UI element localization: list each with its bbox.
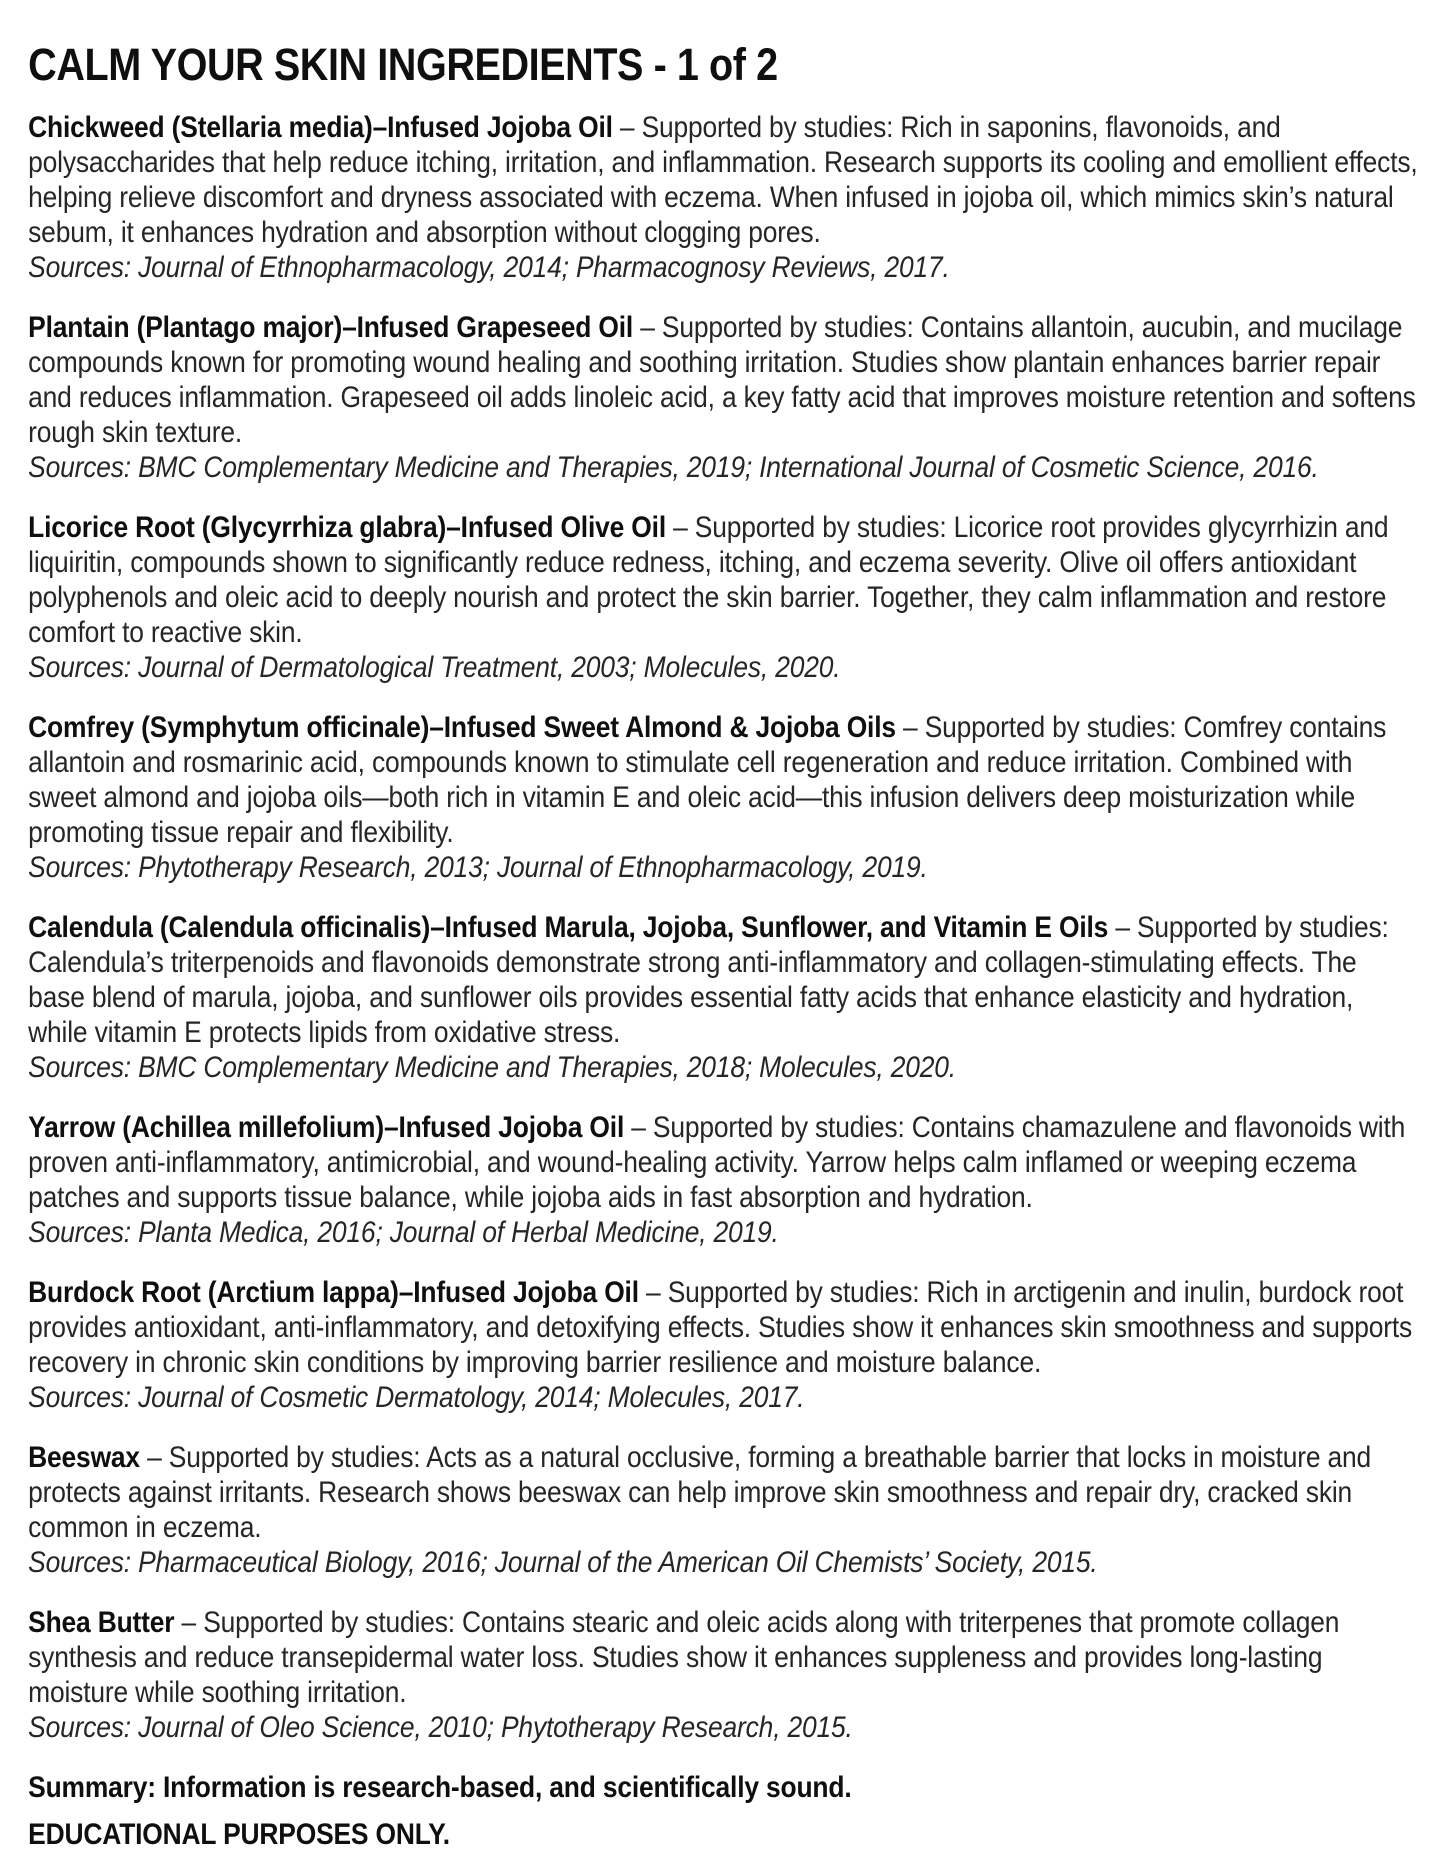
ingredient-section-burdock-root — [28, 1275, 1418, 1415]
ingredient-paragraph — [28, 1605, 1418, 1710]
ingredient-name: Beeswax — [28, 1441, 140, 1474]
ingredient-paragraph — [28, 910, 1418, 1050]
ingredient-name: Shea Butter — [28, 1606, 175, 1639]
ingredient-description: – Supported by studies: Acts as a natural occlusive, forming a breathable barrier that locks in moisture and protects against irritants. Research shows beeswax can help improve skin smoothness and repair dry, cracked skin common in eczema. — [28, 1441, 1372, 1544]
ingredient-name: Chickweed (Stellaria media)–Infused Jojoba Oil — [28, 111, 613, 144]
ingredient-section-beeswax — [28, 1440, 1418, 1580]
ingredient-sources: Sources: Journal of Ethnopharmacology, 2014; Pharmacognosy Reviews, 2017. — [28, 251, 950, 284]
ingredient-paragraph — [28, 1275, 1418, 1380]
ingredient-paragraph — [28, 110, 1418, 250]
page-title: CALM YOUR SKIN INGREDIENTS - 1 of 2 — [28, 39, 778, 90]
ingredient-name: Plantain (Plantago major)–Infused Grapeseed Oil — [28, 311, 634, 344]
ingredient-sources: Sources: Pharmaceutical Biology, 2016; Journal of the American Oil Chemists’ Society, 2015. — [28, 1546, 1098, 1579]
ingredient-description: – Supported by studies: Rich in saponins, flavonoids, and polysaccharides that help reduce itching, irritation, and inflammation. Research supports its cooling and emollient effects, helping relieve discomfort and dryness associated with eczema. When infused in jojoba oil, which mimics skin’s natural sebum, it enhances hydration and absorption without clogging pores. — [28, 111, 1418, 249]
disclaimer-statement: EDUCATIONAL PURPOSES ONLY. — [28, 1818, 450, 1851]
ingredient-paragraph — [28, 1110, 1418, 1215]
ingredient-sources: Sources: Journal of Cosmetic Dermatology, 2014; Molecules, 2017. — [28, 1381, 805, 1414]
ingredient-section-comfrey — [28, 710, 1418, 885]
ingredient-name: Calendula (Calendula officinalis)–Infused Marula, Jojoba, Sunflower, and Vitamin E Oils — [28, 911, 1109, 944]
ingredient-name: Yarrow (Achillea millefolium)–Infused Jojoba Oil — [28, 1111, 625, 1144]
ingredient-description: – Supported by studies: Licorice root provides glycyrrhizin and liquiritin, compounds shown to significantly reduce redness, itching, and eczema severity. Olive oil offers antioxidant polyphenols and oleic acid to deeply nourish and protect the skin barrier. Together, they calm inflammation and restore comfort to reactive skin. — [28, 511, 1389, 649]
summary-statement: Summary: Information is research-based, and scientifically sound. — [28, 1771, 852, 1804]
ingredient-paragraph — [28, 510, 1418, 650]
ingredient-sources: Sources: Phytotherapy Research, 2013; Journal of Ethnopharmacology, 2019. — [28, 851, 928, 884]
ingredient-description: – Supported by studies: Comfrey contains allantoin and rosmarinic acid, compounds known to stimulate cell regeneration and reduce irritation. Combined with sweet almond and jojoba oils—both rich in vitamin E and oleic acid—this infusion delivers deep moisturization while promoting tissue repair and flexibility. — [28, 711, 1387, 849]
ingredient-paragraph — [28, 710, 1418, 850]
ingredient-description: – Supported by studies: Rich in arctigenin and inulin, burdock root provides antioxidant, anti-inflammatory, and detoxifying effects. Studies show it enhances skin smoothness and supports recovery in chronic skin conditions by improving barrier resilience and moisture balance. — [28, 1276, 1413, 1379]
ingredient-sources: Sources: Journal of Oleo Science, 2010; Phytotherapy Research, 2015. — [28, 1711, 853, 1744]
ingredient-name: Burdock Root (Arctium lappa)–Infused Jojoba Oil — [28, 1276, 639, 1309]
ingredient-paragraph — [28, 1440, 1418, 1545]
ingredient-section-yarrow — [28, 1110, 1418, 1250]
ingredient-section-licorice-root — [28, 510, 1418, 685]
ingredient-name: Licorice Root (Glycyrrhiza glabra)–Infused Olive Oil — [28, 511, 666, 544]
ingredient-sources: Sources: Journal of Dermatological Treatment, 2003; Molecules, 2020. — [28, 651, 841, 684]
ingredient-section-shea-butter — [28, 1605, 1418, 1745]
ingredient-paragraph — [28, 310, 1418, 450]
ingredient-name: Comfrey (Symphytum officinale)–Infused Sweet Almond & Jojoba Oils — [28, 711, 896, 744]
ingredient-sources: Sources: Planta Medica, 2016; Journal of Herbal Medicine, 2019. — [28, 1216, 779, 1249]
ingredient-sources: Sources: BMC Complementary Medicine and Therapies, 2019; International Journal of Cosmetic Science, 2016. — [28, 451, 1319, 484]
ingredient-section-plantain — [28, 310, 1418, 485]
ingredient-section-chickweed — [28, 110, 1418, 285]
ingredient-section-calendula — [28, 910, 1418, 1085]
ingredient-description: – Supported by studies: Contains allantoin, aucubin, and mucilage compounds known for promoting wound healing and soothing irritation. Studies show plantain enhances barrier repair and reduces inflammation. Grapeseed oil adds linoleic acid, a key fatty acid that improves moisture retention and softens rough skin texture. — [28, 311, 1416, 449]
ingredient-sources: Sources: BMC Complementary Medicine and Therapies, 2018; Molecules, 2020. — [28, 1051, 956, 1084]
ingredient-description: – Supported by studies: Calendula’s triterpenoids and flavonoids demonstrate strong anti-inflammatory and collagen-stimulating effects. The base blend of marula, jojoba, and sunflower oils provides essential fatty acids that enhance elasticity and hydration, while vitamin E protects lipids from oxidative stress. — [28, 911, 1389, 1049]
ingredient-description: – Supported by studies: Contains chamazulene and flavonoids with proven anti-inflammatory, antimicrobial, and wound-healing activity. Yarrow helps calm inflamed or weeping eczema patches and supports tissue balance, while jojoba aids in fast absorption and hydration. — [28, 1111, 1406, 1214]
ingredient-description: – Supported by studies: Contains stearic and oleic acids along with triterpenes that promote collagen synthesis and reduce transepidermal water loss. Studies show it enhances suppleness and provides long-lasting moisture while soothing irritation. — [28, 1606, 1340, 1709]
